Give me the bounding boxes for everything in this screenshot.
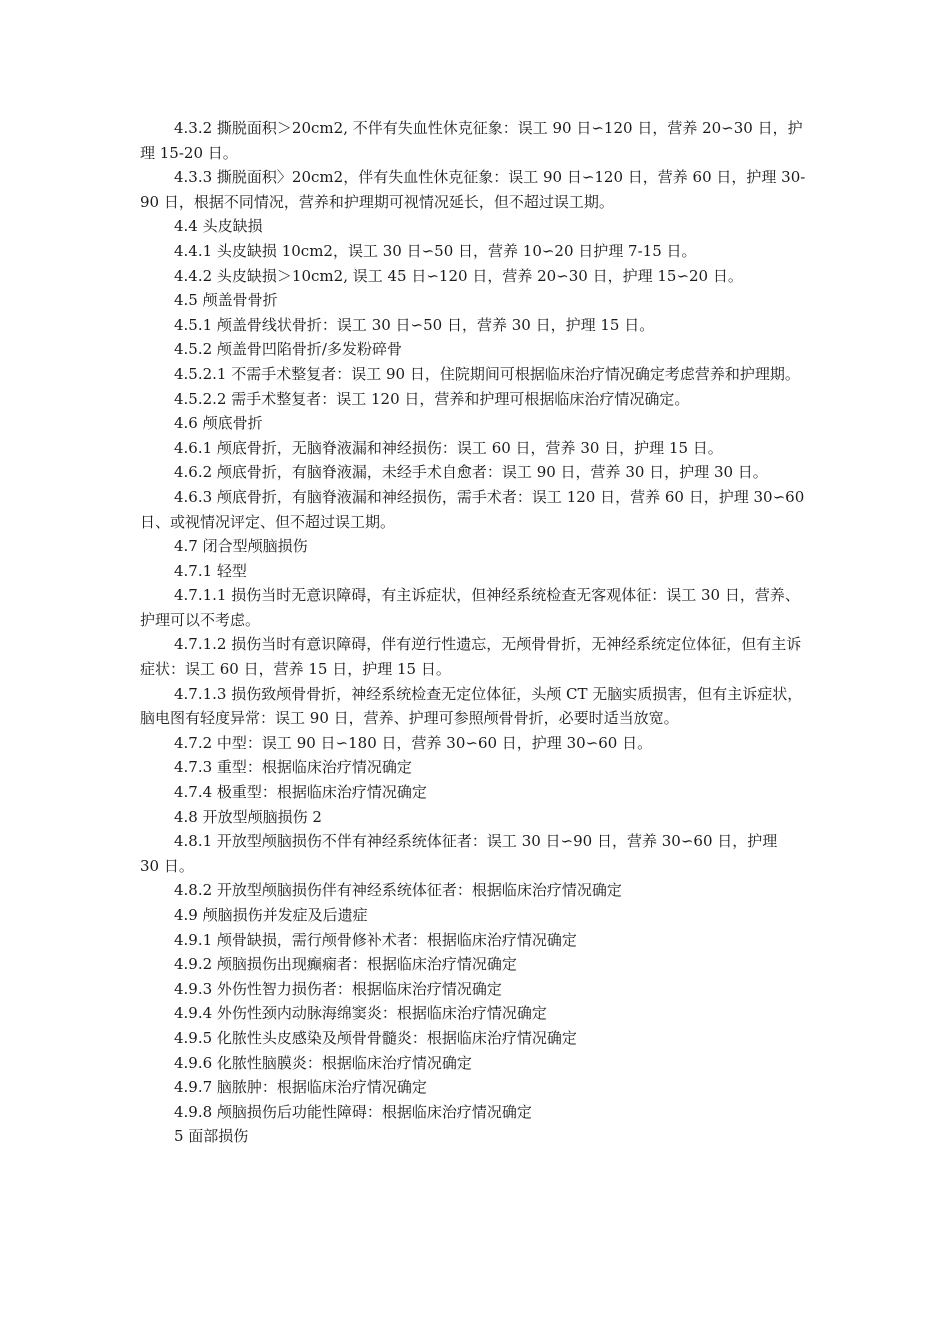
heading-4-8: 4.8 开放型颅脑损伤 2 bbox=[174, 807, 322, 826]
paragraph-4-7-1-3: 4.7.1.3 损伤致颅骨骨折，神经系统检查无定位体征，头颅 CT 无脑实质损害，但有主诉症状，脑电图有轻度异常：误工 90 日，营养、护理可参照颅骨骨折，必要时适当放宽。 bbox=[140, 684, 803, 728]
paragraph-4-9-6: 4.9.6 化脓性脑膜炎：根据临床治疗情况确定 bbox=[174, 1053, 472, 1072]
paragraph-4-3-2: 4.3.2 撕脱面积＞20cm2, 不伴有失血性休克征象：误工 90 日∽120 日，营养 20∽30 日，护理 15-20 日。 bbox=[140, 119, 803, 162]
paragraph-4-9-7: 4.9.7 脑脓肿：根据临床治疗情况确定 bbox=[174, 1078, 427, 1097]
paragraph-4-9-1: 4.9.1 颅骨缺损，需行颅骨修补术者：根据临床治疗情况确定 bbox=[174, 930, 577, 949]
paragraph-4-7-2: 4.7.2 中型：误工 90 日∽180 日，营养 30∽60 日，护理 30∽60 日。 bbox=[174, 733, 653, 752]
paragraph-4-9-3: 4.9.3 外伤性智力损伤者：根据临床治疗情况确定 bbox=[174, 979, 502, 998]
paragraph-4-8-1-continued: 30 日。 bbox=[140, 856, 194, 875]
heading-5: 5 面部损伤 bbox=[174, 1127, 249, 1146]
heading-4-4: 4.4 头皮缺损 bbox=[174, 217, 263, 236]
heading-4-7-1: 4.7.1 轻型 bbox=[174, 561, 247, 580]
paragraph-4-8-2: 4.8.2 开放型颅脑损伤伴有神经系统体征者：根据临床治疗情况确定 bbox=[174, 881, 622, 900]
paragraph-4-4-1: 4.4.1 头皮缺损 10cm2，误工 30 日∽50 日，营养 10∽20 日护理 7-15 日。 bbox=[174, 241, 697, 260]
paragraph-4-7-1-2: 4.7.1.2 损伤当时有意识障碍，伴有逆行性遗忘，无颅骨骨折，无神经系统定位体征，但有主诉症状：误工 60 日，营养 15 日，护理 15 日。 bbox=[140, 635, 802, 679]
document-body bbox=[140, 116, 812, 1149]
paragraph-4-7-1-1: 4.7.1.1 损伤当时无意识障碍，有主诉症状，但神经系统检查无客观体征：误工 30 日，营养、护理可以不考虑。 bbox=[140, 586, 800, 629]
paragraph-4-9-5: 4.9.5 化脓性头皮感染及颅骨骨髓炎：根据临床治疗情况确定 bbox=[174, 1028, 577, 1047]
paragraph-4-5-1: 4.5.1 颅盖骨线状骨折：误工 30 日∽50 日，营养 30 日，护理 15 日。 bbox=[174, 315, 655, 334]
heading-4-9: 4.9 颅脑损伤并发症及后遗症 bbox=[174, 906, 368, 924]
paragraph-4-6-1: 4.6.1 颅底骨折，无脑脊液漏和神经损伤：误工 60 日，营养 30 日，护理 15 日。 bbox=[174, 438, 723, 457]
paragraph-4-9-2: 4.9.2 颅脑损伤出现癫痫者：根据临床治疗情况确定 bbox=[174, 955, 517, 974]
heading-4-7: 4.7 闭合型颅脑损伤 bbox=[174, 537, 308, 556]
paragraph-4-5-2-1: 4.5.2.1 不需手术整复者：误工 90 日，住院期间可根据临床治疗情况确定考虑营养和护理期。 bbox=[174, 364, 800, 383]
paragraph-4-6-2: 4.6.2 颅底骨折，有脑脊液漏，未经手术自愈者：误工 90 日，营养 30 日，护理 30 日。 bbox=[174, 463, 768, 482]
paragraph-4-8-1: 4.8.1 开放型颅脑损伤不伴有神经系统体征者：误工 30 日∽90 日，营养 30∽60 日，护理 bbox=[174, 832, 778, 851]
heading-4-5: 4.5 颅盖骨骨折 bbox=[174, 291, 278, 310]
paragraph-4-5-2-2: 4.5.2.2 需手术整复者：误工 120 日，营养和护理可根据临床治疗情况确定。 bbox=[174, 389, 690, 408]
paragraph-4-3-3: 4.3.3 撕脱面积〉20cm2，伴有失血性休克征象：误工 90 日∽120 日，营养 60 日，护理 30-90 日，根据不同情况，营养和护理期可视情况延长，但不超过误工期。 bbox=[140, 168, 806, 211]
paragraph-4-6-3: 4.6.3 颅底骨折，有脑脊液漏和神经损伤，需手术者：误工 120 日，营养 60 日，护理 30∽60 日、或视情况评定、但不超过误工期。 bbox=[140, 487, 805, 531]
paragraph-4-7-3: 4.7.3 重型：根据临床治疗情况确定 bbox=[174, 758, 412, 777]
heading-4-6: 4.6 颅底骨折 bbox=[174, 414, 263, 433]
paragraph-4-9-4: 4.9.4 外伤性颈内动脉海绵窦炎：根据临床治疗情况确定 bbox=[174, 1004, 547, 1023]
paragraph-4-4-2: 4.4.2 头皮缺损＞10cm2, 误工 45 日∽120 日，营养 20∽30 日，护理 15∽20 日。 bbox=[174, 266, 743, 285]
paragraph-4-7-4: 4.7.4 极重型：根据临床治疗情况确定 bbox=[174, 783, 427, 802]
heading-4-5-2: 4.5.2 颅盖骨凹陷骨折/多发粉碎骨 bbox=[174, 340, 402, 359]
paragraph-4-9-8: 4.9.8 颅脑损伤后功能性障碍：根据临床治疗情况确定 bbox=[174, 1102, 532, 1121]
